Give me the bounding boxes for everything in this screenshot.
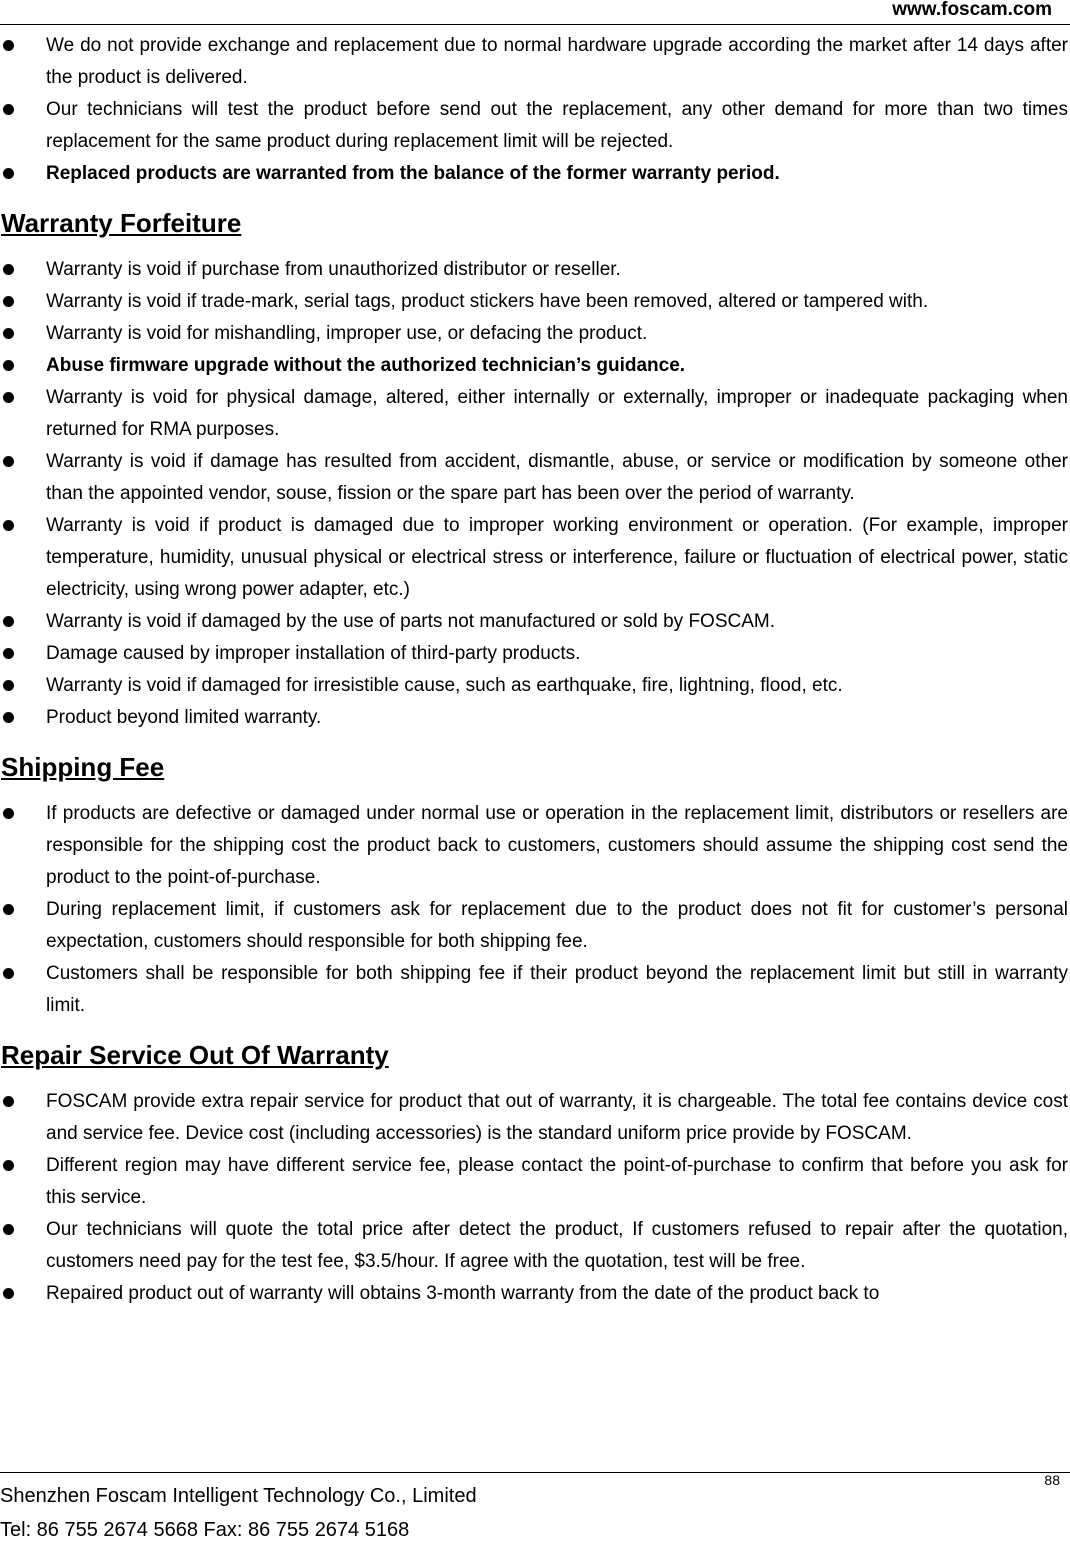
bullet-icon xyxy=(3,104,14,115)
bullet-item xyxy=(0,30,1070,94)
bullet-icon xyxy=(3,456,14,467)
intro-bullet-list xyxy=(0,30,1070,190)
bullet-text: Our technicians will test the product before send out the replacement, any other demand for more than two times replacement for the same product during replacement limit will be rejected. xyxy=(46,99,1068,152)
bullet-text: If products are defective or damaged under normal use or operation in the replacement limit, distributors or resellers are responsible for the shipping cost the product back to customers, customers should assume the shipping cost send the product to the point-of-purchase. xyxy=(46,803,1068,888)
bullet-text: Our technicians will quote the total price after detect the product, If customers refused to repair after the quotation, customers need pay for the test fee, $3.5/hour. If agree with the quotation, test will be free. xyxy=(46,1219,1068,1272)
bullet-item xyxy=(0,638,1070,670)
footer-contact-info: Tel: 86 755 2674 5668 Fax: 86 755 2674 5168 xyxy=(0,1519,410,1541)
bullet-icon xyxy=(3,712,14,723)
bullet-icon xyxy=(3,680,14,691)
bullet-text: FOSCAM provide extra repair service for product that out of warranty, it is chargeable. The total fee contains device cost and service fee. Device cost (including accessories) is the standard uniform price provide by FOSCAM. xyxy=(46,1091,1068,1144)
section-heading-shipping-fee: Shipping Fee xyxy=(1,752,165,782)
bullet-icon xyxy=(3,648,14,659)
bullet-icon xyxy=(3,264,14,275)
bullet-icon xyxy=(3,328,14,339)
bullet-text: Warranty is void for physical damage, altered, either internally or externally, improper or inadequate packaging when returned for RMA purposes. xyxy=(46,387,1068,440)
bullet-icon xyxy=(3,40,14,51)
repair-service-list xyxy=(0,1086,1070,1310)
bullet-item xyxy=(0,446,1070,510)
bullet-text: Warranty is void if trade-mark, serial tags, product stickers have been removed, altered or tampered with. xyxy=(46,291,929,312)
bullet-text: Warranty is void if damage has resulted from accident, dismantle, abuse, or service or modification by someone other than the appointed vendor, souse, fission or the spare part has been over the period of warranty. xyxy=(46,451,1068,504)
bullet-item xyxy=(0,798,1070,894)
bullet-text: Different region may have different service fee, please contact the point-of-purchase to confirm that before you ask for this service. xyxy=(46,1155,1068,1208)
bullet-item xyxy=(0,254,1070,286)
bullet-icon xyxy=(3,904,14,915)
bullet-item xyxy=(0,158,1070,190)
bullet-icon xyxy=(3,392,14,403)
warranty-forfeiture-list xyxy=(0,254,1070,734)
bullet-icon xyxy=(3,168,14,179)
header-website-link[interactable]: www.foscam.com xyxy=(892,0,1052,20)
section-heading-repair-service: Repair Service Out Of Warranty xyxy=(1,1040,389,1070)
bullet-text: Replaced products are warranted from the balance of the former warranty period. xyxy=(46,163,780,184)
bullet-text: Warranty is void if damaged for irresistible cause, such as earthquake, fire, lightning, flood, etc. xyxy=(46,675,843,696)
bullet-icon xyxy=(3,1096,14,1107)
bullet-icon xyxy=(3,520,14,531)
bullet-icon xyxy=(3,1224,14,1235)
section-heading-warranty-forfeiture: Warranty Forfeiture xyxy=(1,208,242,238)
bullet-item xyxy=(0,1150,1070,1214)
bullet-icon xyxy=(3,360,14,371)
bullet-icon xyxy=(3,808,14,819)
bullet-icon xyxy=(3,968,14,979)
bullet-item xyxy=(0,1214,1070,1278)
shipping-fee-list xyxy=(0,798,1070,1022)
bullet-icon xyxy=(3,616,14,627)
bullet-text: Abuse firmware upgrade without the authorized technician’s guidance. xyxy=(46,355,686,376)
bullet-item xyxy=(0,350,1070,382)
bullet-text: Warranty is void if purchase from unauthorized distributor or reseller. xyxy=(46,259,621,280)
bullet-item xyxy=(0,318,1070,350)
bullet-item xyxy=(0,894,1070,958)
footer-company-name: Shenzhen Foscam Intelligent Technology Co., Limited xyxy=(0,1485,477,1507)
bullet-item xyxy=(0,1086,1070,1150)
bullet-item xyxy=(0,702,1070,734)
bullet-item xyxy=(0,958,1070,1022)
bullet-text: Warranty is void if damaged by the use of parts not manufactured or sold by FOSCAM. xyxy=(46,611,776,632)
header-divider xyxy=(0,24,1070,25)
bullet-text: Customers shall be responsible for both shipping fee if their product beyond the replacement limit but still in warranty limit. xyxy=(46,963,1068,1016)
bullet-item xyxy=(0,94,1070,158)
bullet-item xyxy=(0,1278,1070,1310)
bullet-icon xyxy=(3,1160,14,1171)
page-number: 88 xyxy=(1044,1472,1060,1488)
bullet-text: During replacement limit, if customers ask for replacement due to the product does not fit for customer’s personal expectation, customers should responsible for both shipping fee. xyxy=(46,899,1068,952)
bullet-text: Warranty is void for mishandling, improper use, or defacing the product. xyxy=(46,323,648,344)
bullet-text: We do not provide exchange and replacement due to normal hardware upgrade according the market after 14 days after the product is delivered. xyxy=(46,35,1068,88)
page-content xyxy=(0,30,1070,1310)
bullet-icon xyxy=(3,1288,14,1299)
bullet-text: Damage caused by improper installation of third-party products. xyxy=(46,643,581,664)
bullet-icon xyxy=(3,296,14,307)
bullet-item xyxy=(0,670,1070,702)
bullet-text: Repaired product out of warranty will obtains 3-month warranty from the date of the product back to xyxy=(46,1283,880,1304)
bullet-item xyxy=(0,510,1070,606)
bullet-item xyxy=(0,606,1070,638)
bullet-text: Product beyond limited warranty. xyxy=(46,707,322,728)
bullet-item xyxy=(0,286,1070,318)
footer-divider xyxy=(0,1472,1070,1473)
bullet-item xyxy=(0,382,1070,446)
bullet-text: Warranty is void if product is damaged due to improper working environment or operation. (For example, improper temperature, humidity, unusual physical or electrical stress or interference, failure or fluctuation of electrical power, static electricity, using wrong power adapter, etc.) xyxy=(46,515,1068,600)
